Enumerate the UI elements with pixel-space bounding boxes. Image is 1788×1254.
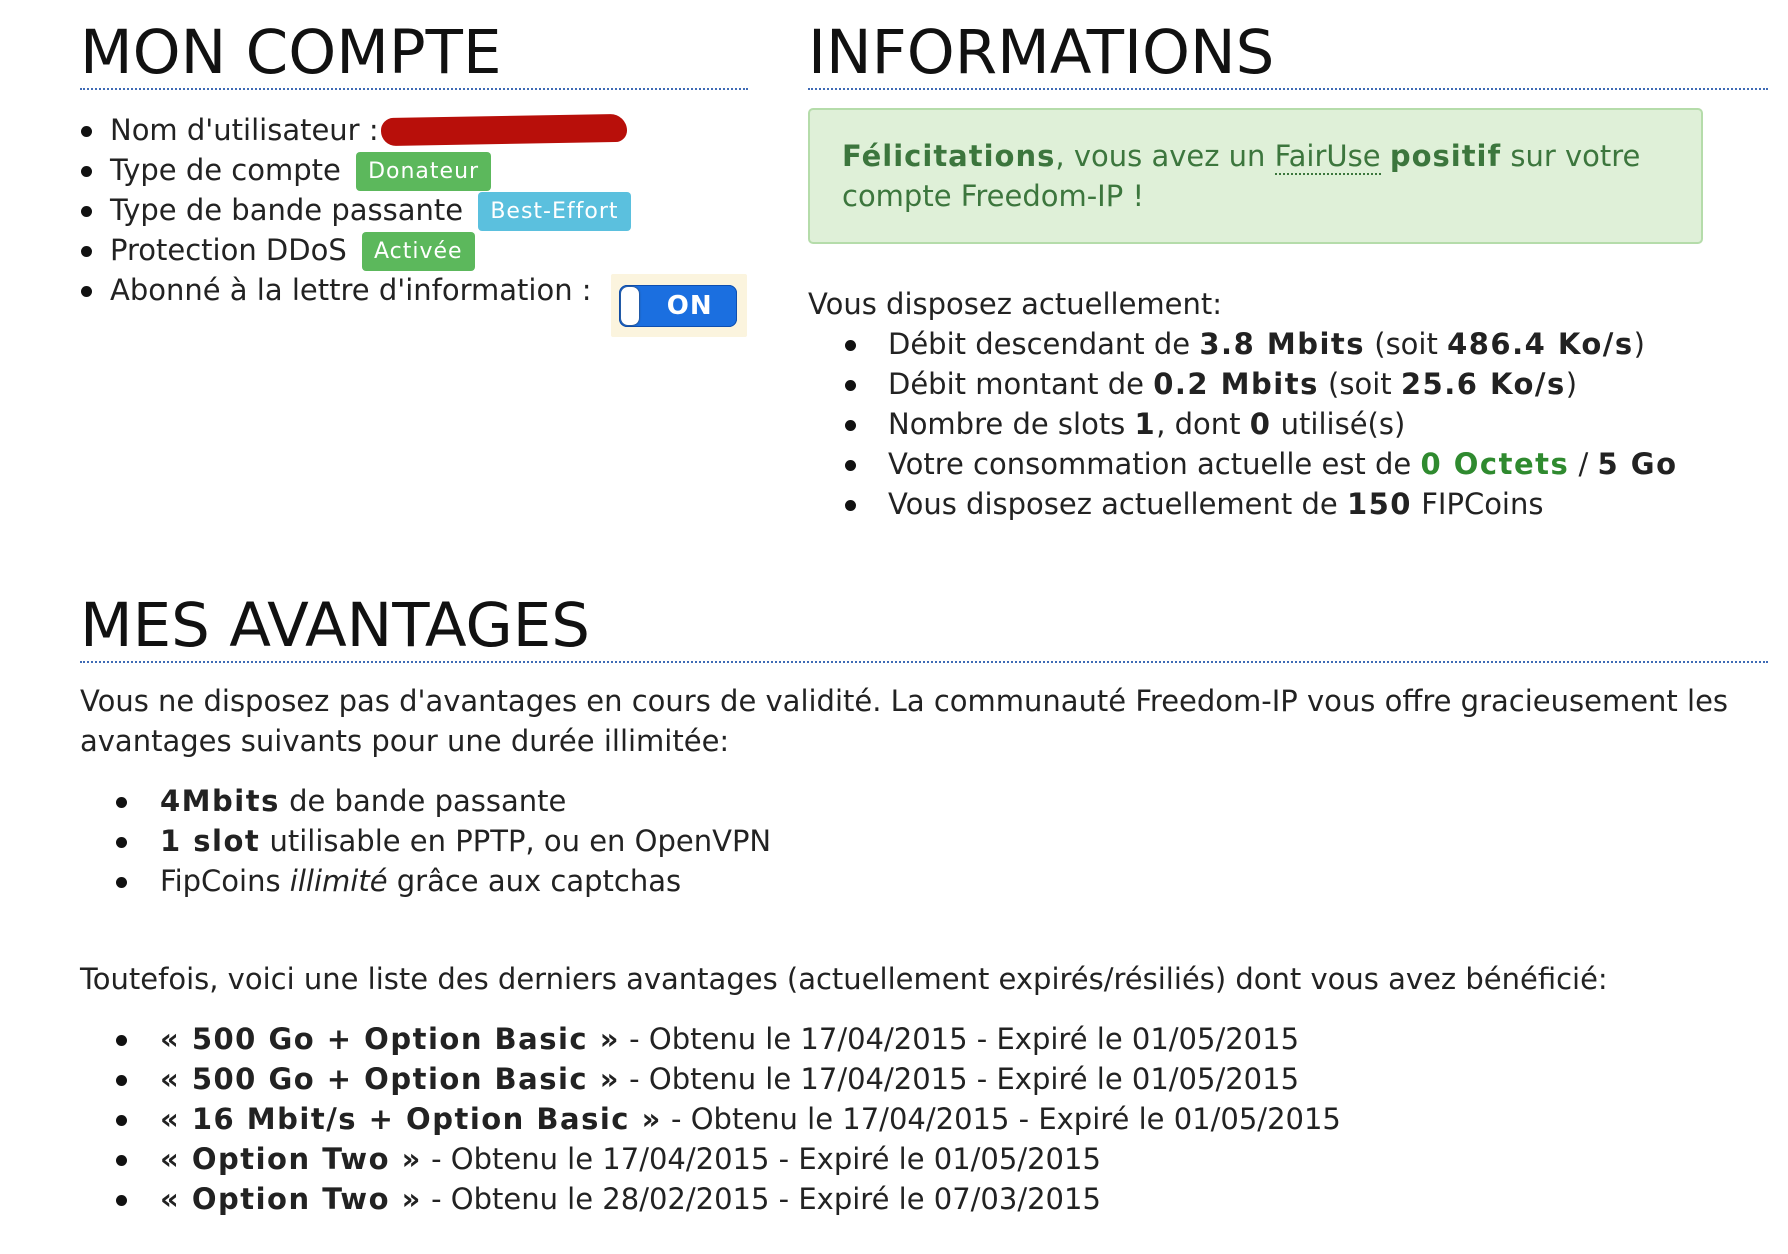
newsletter-toggle-container — [611, 274, 747, 337]
history-item — [160, 1139, 1768, 1179]
history-details: - Obtenu le 28/02/2015 - Expiré le 07/03/2015 — [421, 1182, 1101, 1216]
slots-used: 0 — [1249, 407, 1272, 441]
redacted-username — [380, 114, 626, 146]
download-mid: (soit — [1365, 327, 1448, 361]
newsletter-label: Abonné à la lettre d'information : — [110, 273, 592, 307]
history-details: - Obtenu le 17/04/2015 - Expiré le 01/05/2015 — [619, 1022, 1300, 1056]
download-kos: 486.4 Ko/s — [1447, 327, 1634, 361]
offered-advantages-list — [80, 781, 1768, 901]
ddos-status-badge: Activée — [362, 232, 475, 271]
consumption-used: 0 Octets — [1420, 447, 1570, 481]
history-details: - Obtenu le 17/04/2015 - Expiré le 01/05/2015 — [661, 1102, 1341, 1136]
informations-title: INFORMATIONS — [808, 20, 1768, 90]
list-item-upload — [888, 364, 1768, 404]
list-item-account-type — [110, 150, 748, 190]
slots-label: Nombre de slots — [888, 407, 1135, 441]
fairuse-alert — [808, 108, 1703, 244]
account-details-list — [80, 110, 748, 321]
list-item-consumption — [888, 444, 1768, 484]
slots-mid: , dont — [1156, 407, 1250, 441]
history-name: « 500 Go + Option Basic » — [160, 1022, 620, 1056]
newsletter-toggle[interactable] — [619, 285, 737, 327]
informations-section — [808, 17, 1768, 524]
list-item-slots — [888, 404, 1768, 444]
list-item-bandwidth-type — [110, 190, 748, 230]
list-item — [160, 781, 1768, 821]
list-item-username — [110, 110, 748, 150]
history-item — [160, 1179, 1768, 1219]
informations-intro: Vous disposez actuellement: — [808, 287, 1223, 321]
username-label: Nom d'utilisateur : — [110, 113, 379, 147]
consumption-sep: / — [1569, 447, 1598, 481]
offered-text: de bande passante — [279, 784, 567, 818]
history-details: - Obtenu le 17/04/2015 - Expiré le 01/05/2015 — [421, 1142, 1101, 1176]
consumption-label: Votre consommation actuelle est de — [888, 447, 1421, 481]
advantages-intro: Vous ne disposez pas d'avantages en cours de validité. La communauté Freedom-IP vous offre gracieusement les avantages suivants pour une durée illimitée: — [80, 684, 1729, 758]
history-name: « 16 Mbit/s + Option Basic » — [160, 1102, 662, 1136]
fairuse-link[interactable]: FairUse — [1274, 139, 1381, 173]
offered-bold: 1 slot — [160, 824, 261, 858]
list-item-ddos — [110, 230, 748, 270]
slots-post: utilisé(s) — [1271, 407, 1406, 441]
history-list — [80, 1019, 1768, 1219]
upload-mbits: 0.2 Mbits — [1153, 367, 1319, 401]
history-name: « Option Two » — [160, 1142, 422, 1176]
history-details: - Obtenu le 17/04/2015 - Expiré le 01/05/2015 — [619, 1062, 1300, 1096]
ddos-label: Protection DDoS — [110, 233, 347, 267]
toggle-knob[interactable] — [621, 287, 639, 325]
download-label: Débit descendant de — [888, 327, 1200, 361]
history-name: « Option Two » — [160, 1182, 422, 1216]
history-intro: Toutefois, voici une liste des derniers avantages (actuellement expirés/résiliés) dont vous avez bénéficié: — [80, 962, 1608, 996]
account-title: MON COMPTE — [80, 20, 748, 90]
bandwidth-type-badge: Best-Effort — [478, 192, 630, 231]
list-item — [160, 861, 1768, 901]
upload-post: ) — [1565, 367, 1578, 401]
advantages-title: MES AVANTAGES — [80, 593, 1768, 663]
offered-emphasis: illimité — [289, 864, 388, 898]
list-item-download — [888, 324, 1768, 364]
alert-text-2: sur votre compte Freedom-IP ! — [842, 139, 1641, 213]
offered-text: utilisable en PPTP, ou en OpenVPN — [260, 824, 772, 858]
history-item — [160, 1059, 1768, 1099]
fipcoins-unit: FIPCoins — [1412, 487, 1544, 521]
toggle-state-label: ON — [666, 291, 713, 321]
alert-congrats: Félicitations — [842, 139, 1056, 173]
upload-kos: 25.6 Ko/s — [1400, 367, 1566, 401]
upload-label: Débit montant de — [888, 367, 1154, 401]
download-post: ) — [1633, 327, 1645, 361]
account-section — [80, 17, 748, 321]
bandwidth-type-label: Type de bande passante — [110, 193, 464, 227]
list-item-fipcoins — [888, 484, 1768, 524]
fipcoins-label: Vous disposez actuellement de — [888, 487, 1347, 521]
download-mbits: 3.8 Mbits — [1199, 327, 1366, 361]
list-item-newsletter — [110, 270, 748, 321]
list-item — [160, 821, 1768, 861]
account-type-badge: Donateur — [356, 152, 491, 191]
offered-text: FipCoins — [160, 864, 290, 898]
consumption-quota: 5 Go — [1597, 447, 1678, 481]
history-item — [160, 1019, 1768, 1059]
offered-bold: 4Mbits — [160, 784, 280, 818]
history-name: « 500 Go + Option Basic » — [160, 1062, 620, 1096]
offered-tail: grâce aux captchas — [387, 864, 682, 898]
fipcoins-count: 150 — [1346, 487, 1412, 521]
history-item — [160, 1099, 1768, 1139]
upload-mid: (soit — [1318, 367, 1401, 401]
slots-count: 1 — [1134, 407, 1157, 441]
advantages-section — [80, 590, 1768, 1219]
informations-list — [808, 324, 1768, 524]
alert-positif: positif — [1389, 139, 1502, 173]
account-type-label: Type de compte — [110, 153, 341, 187]
alert-text-1: , vous avez un — [1055, 139, 1275, 173]
